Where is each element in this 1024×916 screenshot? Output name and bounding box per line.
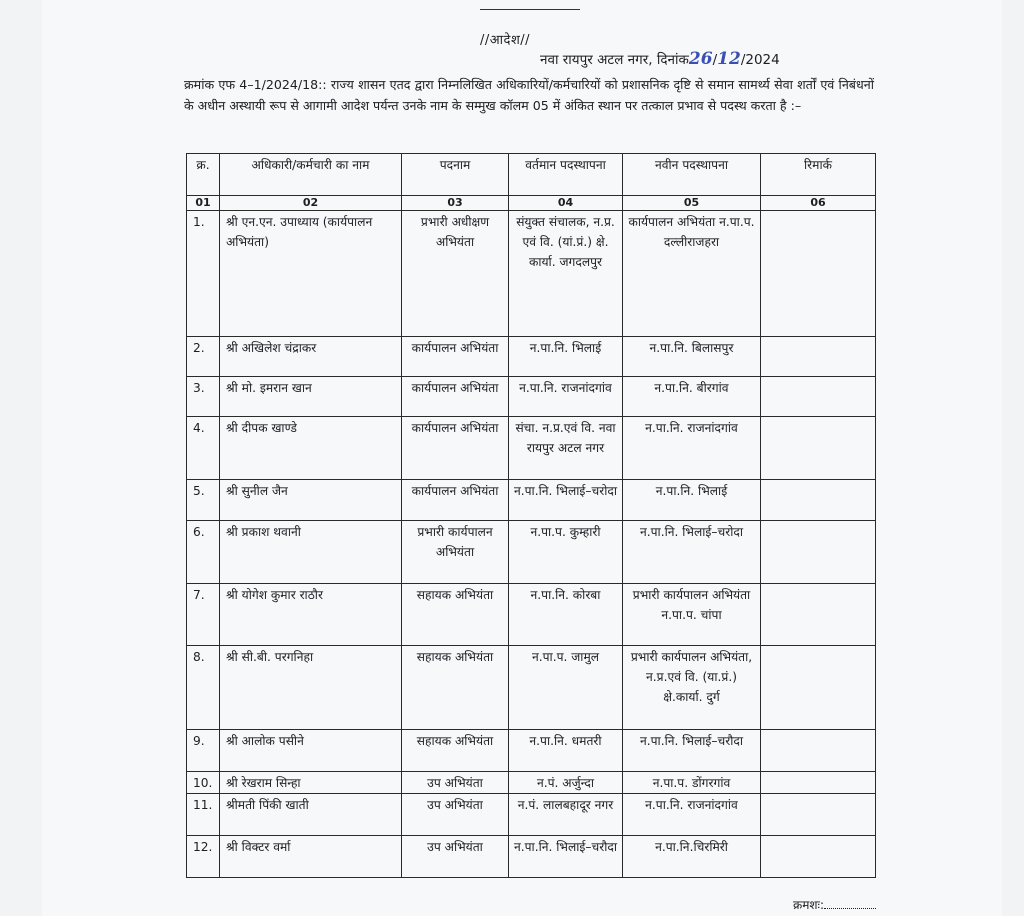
place-date-line: नवा रायपुर अटल नगर, दिनांक26/12/2024 — [540, 49, 780, 69]
column-number: 01 — [187, 196, 220, 211]
remark-cell — [761, 480, 876, 521]
serial-cell: 10. — [187, 772, 220, 794]
table-row — [187, 836, 876, 878]
table-row — [187, 646, 876, 730]
column-number-row — [187, 196, 876, 211]
designation-cell: कार्यपालन अभियंता — [402, 337, 509, 377]
header-remark: रिमार्क — [761, 154, 876, 196]
serial-cell: 2. — [187, 337, 220, 377]
column-number: 02 — [220, 196, 402, 211]
current-posting-cell: न.पा.नि. भिलाई–चरौदा — [509, 836, 623, 878]
new-posting-cell: न.पा.नि. बिलासपुर — [623, 337, 761, 377]
new-posting-cell: न.पा.नि. भिलाई–चरौदा — [623, 730, 761, 772]
header-name: अधिकारी/कर्मचारी का नाम — [220, 154, 402, 196]
remark-cell — [761, 417, 876, 480]
remark-cell — [761, 584, 876, 646]
current-posting-cell: न.पं. लालबहादूर नगर — [509, 794, 623, 836]
table-row — [187, 337, 876, 377]
top-rule — [480, 9, 580, 10]
name-cell: श्रीमती पिंकी खाती — [220, 794, 402, 836]
remark-cell — [761, 772, 876, 794]
remark-cell — [761, 646, 876, 730]
serial-cell: 4. — [187, 417, 220, 480]
name-cell: श्री अखिलेश चंद्राकर — [220, 337, 402, 377]
serial-cell: 11. — [187, 794, 220, 836]
current-posting-cell: न.पा.नि. कोरबा — [509, 584, 623, 646]
new-posting-cell: कार्यपालन अभियंता न.पा.प. दल्लीराजहरा — [623, 211, 761, 337]
column-number: 03 — [402, 196, 509, 211]
order-title: //आदेश// — [480, 33, 531, 48]
serial-cell: 12. — [187, 836, 220, 878]
designation-cell: सहायक अभियंता — [402, 584, 509, 646]
current-posting-cell: न.पा.नि. राजनांदगांव — [509, 377, 623, 417]
header-new-posting: नवीन पदस्थापना — [623, 154, 761, 196]
new-posting-cell: न.पा.नि. भिलाई–चरोदा — [623, 521, 761, 584]
date-day-handwritten: 26 — [688, 49, 713, 69]
new-posting-cell: प्रभारी कार्यपालन अभियंता न.पा.प. चांपा — [623, 584, 761, 646]
name-cell: श्री सी.बी. परगनिहा — [220, 646, 402, 730]
designation-cell: उप अभियंता — [402, 794, 509, 836]
remark-cell — [761, 377, 876, 417]
current-posting-cell: संयुक्त संचालक, न.प्र. एवं वि. (यां.प्रं.) क्षे. कार्या. जगदलपुर — [509, 211, 623, 337]
designation-cell: सहायक अभियंता — [402, 730, 509, 772]
name-cell: श्री रेखराम सिन्हा — [220, 772, 402, 794]
column-number: 04 — [509, 196, 623, 211]
continued-marker: क्रमशः: — [793, 896, 876, 913]
name-cell: श्री योगेश कुमार राठौर — [220, 584, 402, 646]
new-posting-cell: न.पा.नि. राजनांदगांव — [623, 794, 761, 836]
new-posting-cell: न.पा.नि. भिलाई — [623, 480, 761, 521]
remark-cell — [761, 521, 876, 584]
designation-cell: कार्यपालन अभियंता — [402, 480, 509, 521]
name-cell: श्री दीपक खाण्डे — [220, 417, 402, 480]
serial-cell: 9. — [187, 730, 220, 772]
table-row — [187, 211, 876, 337]
designation-cell: उप अभियंता — [402, 772, 509, 794]
date-month-handwritten: 12 — [717, 49, 741, 69]
table-row — [187, 772, 876, 794]
table-row — [187, 417, 876, 480]
table-row — [187, 730, 876, 772]
designation-cell: प्रभारी अधीक्षण अभियंता — [402, 211, 509, 337]
current-posting-cell: न.पा.नि. धमतरी — [509, 730, 623, 772]
designation-cell: सहायक अभियंता — [402, 646, 509, 730]
name-cell: श्री मो. इमरान खान — [220, 377, 402, 417]
header-serial: क्र. — [187, 154, 220, 196]
column-number: 06 — [761, 196, 876, 211]
remark-cell — [761, 730, 876, 772]
table-row — [187, 480, 876, 521]
serial-cell: 8. — [187, 646, 220, 730]
designation-cell: कार्यपालन अभियंता — [402, 377, 509, 417]
remark-cell — [761, 337, 876, 377]
name-cell: श्री एन.एन. उपाध्याय (कार्यपालन अभियंता) — [220, 211, 402, 337]
header-designation: पदनाम — [402, 154, 509, 196]
current-posting-cell: न.पं. अर्जुन्दा — [509, 772, 623, 794]
order-intro-paragraph: क्रमांक एफ 4–1/2024/18:: राज्य शासन एतद द्वारा निम्नलिखित अधिकारियों/कर्मचारियों को प्रशासनिक दृष्टि से समान सामर्थ्य सेवा शर्तों एवं निबंधनों के अधीन अस्थायी रूप से आगामी आदेश पर्यन्त उनके नाम के सम्मुख कॉलम 05 में अंकित स्थान पर तत्काल प्रभाव से पदस्थ करता है :– — [184, 77, 874, 113]
name-cell: श्री आलोक पसीने — [220, 730, 402, 772]
new-posting-cell: प्रभारी कार्यपालन अभियंता, न.प्र.एवं वि. (या.प्रं.) क्षे.कार्या. दुर्ग — [623, 646, 761, 730]
designation-cell: प्रभारी कार्यपालन अभियंता — [402, 521, 509, 584]
current-posting-cell: न.पा.नि. भिलाई — [509, 337, 623, 377]
place-date-prefix: नवा रायपुर अटल नगर, दिनांक — [540, 52, 689, 68]
serial-cell: 6. — [187, 521, 220, 584]
table-row — [187, 521, 876, 584]
name-cell: श्री प्रकाश थवानी — [220, 521, 402, 584]
table-row — [187, 377, 876, 417]
new-posting-cell: न.पा.प. डोंगरगांव — [623, 772, 761, 794]
table-header-row — [187, 154, 876, 196]
new-posting-cell: न.पा.नि. बीरगांव — [623, 377, 761, 417]
date-year: /2024 — [740, 52, 780, 68]
name-cell: श्री सुनील जैन — [220, 480, 402, 521]
serial-cell: 1. — [187, 211, 220, 337]
new-posting-cell: न.पा.नि. राजनांदगांव — [623, 417, 761, 480]
serial-cell: 7. — [187, 584, 220, 646]
remark-cell — [761, 794, 876, 836]
serial-cell: 5. — [187, 480, 220, 521]
new-posting-cell: न.पा.नि.चिरमिरी — [623, 836, 761, 878]
current-posting-cell: न.पा.प. कुम्हारी — [509, 521, 623, 584]
remark-cell — [761, 211, 876, 337]
serial-cell: 3. — [187, 377, 220, 417]
column-number: 05 — [623, 196, 761, 211]
table-row — [187, 584, 876, 646]
current-posting-cell: न.पा.नि. भिलाई–चरोदा — [509, 480, 623, 521]
designation-cell: कार्यपालन अभियंता — [402, 417, 509, 480]
remark-cell — [761, 836, 876, 878]
current-posting-cell: संचा. न.प्र.एवं वि. नवा रायपुर अटल नगर — [509, 417, 623, 480]
name-cell: श्री विक्टर वर्मा — [220, 836, 402, 878]
designation-cell: उप अभियंता — [402, 836, 509, 878]
continued-label: क्रमशः — [793, 898, 820, 912]
header-current-posting: वर्तमान पदस्थापना — [509, 154, 623, 196]
table-row — [187, 794, 876, 836]
posting-table — [186, 153, 876, 878]
current-posting-cell: न.पा.प. जामुल — [509, 646, 623, 730]
